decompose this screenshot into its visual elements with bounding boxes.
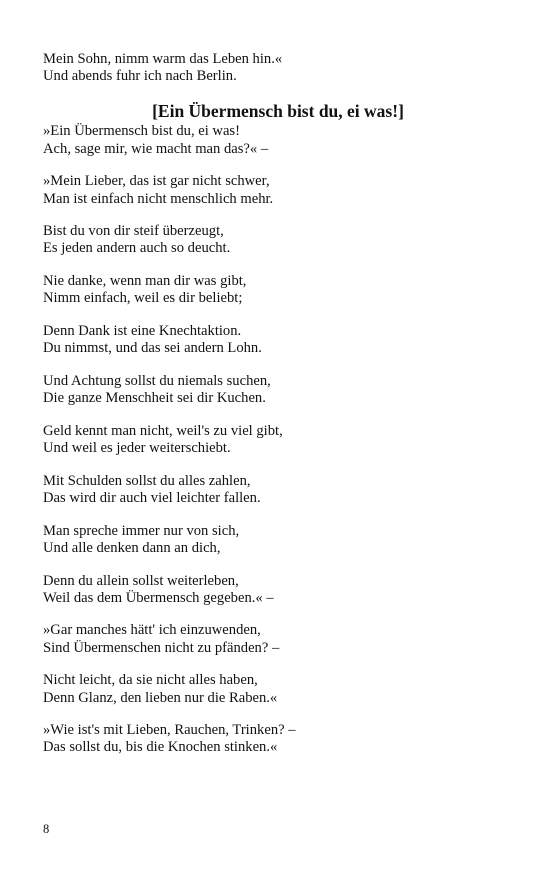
verse-line: Denn Dank ist eine Knechtaktion. xyxy=(43,323,242,340)
stanza xyxy=(43,672,513,706)
stanza xyxy=(43,273,513,307)
stanza xyxy=(43,323,513,357)
stanza xyxy=(43,523,513,557)
verse-line: Nicht leicht, da sie nicht alles haben, xyxy=(43,672,258,689)
verse-line: Sind Übermenschen nicht zu pfänden? – xyxy=(43,639,280,656)
verse-line: Mein Sohn, nimm warm das Leben hin.« xyxy=(43,51,283,67)
stanza xyxy=(43,423,513,457)
verse-line: Es jeden andern auch so deucht. xyxy=(43,240,231,257)
stanza xyxy=(43,473,513,507)
stanza xyxy=(43,573,513,607)
verse-line: Das sollst du, bis die Knochen stinken.« xyxy=(43,739,278,756)
verse-line: Nimm einfach, weil es dir beliebt; xyxy=(43,290,243,307)
stanza xyxy=(43,223,513,257)
verse-line: Weil das dem Übermensch gegeben.« – xyxy=(43,589,274,606)
verse-line: »Gar manches hätt' ich einzuwenden, xyxy=(43,622,261,639)
stanza xyxy=(43,722,513,756)
page-body xyxy=(43,51,513,757)
verse-line: Und weil es jeder weiterschiebt. xyxy=(43,440,231,457)
verse-line: Geld kennt man nicht, weil's zu viel gibt, xyxy=(43,422,283,439)
verse-line: Die ganze Menschheit sei dir Kuchen. xyxy=(43,390,266,407)
verse-line: Man ist einfach nicht menschlich mehr. xyxy=(43,190,274,207)
verse-line: Mit Schulden sollst du alles zahlen, xyxy=(43,472,251,489)
verse-line: »Mein Lieber, das ist gar nicht schwer, xyxy=(43,173,270,190)
verse-line: Bist du von dir steif überzeugt, xyxy=(43,223,224,240)
verse-line: Denn du allein sollst weiterleben, xyxy=(43,572,239,589)
previous-poem-ending xyxy=(43,51,513,85)
page-number: 8 xyxy=(43,822,50,836)
verse-line: Und alle denken dann an dich, xyxy=(43,539,221,556)
stanza xyxy=(43,123,513,157)
verse-line: Man spreche immer nur von sich, xyxy=(43,522,240,539)
verse-line: Denn Glanz, den lieben nur die Raben.« xyxy=(43,689,278,706)
verse-line: Und abends fuhr ich nach Berlin. xyxy=(43,68,237,85)
verse-line: Du nimmst, und das sei andern Lohn. xyxy=(43,340,262,357)
verse-line: Nie danke, wenn man dir was gibt, xyxy=(43,273,247,290)
stanza xyxy=(43,373,513,407)
stanza xyxy=(43,622,513,656)
verse-line: Und Achtung sollst du niemals suchen, xyxy=(43,372,271,389)
verse-line: »Ein Übermensch bist du, ei was! xyxy=(43,123,240,140)
stanza xyxy=(43,173,513,207)
verse-line: Ach, sage mir, wie macht man das?« – xyxy=(43,140,269,157)
verse-line: Das wird dir auch viel leichter fallen. xyxy=(43,489,261,506)
verse-line: »Wie ist's mit Lieben, Rauchen, Trinken? – xyxy=(43,722,296,739)
poem-title: [Ein Übermensch bist du, ei was!] xyxy=(152,101,404,122)
